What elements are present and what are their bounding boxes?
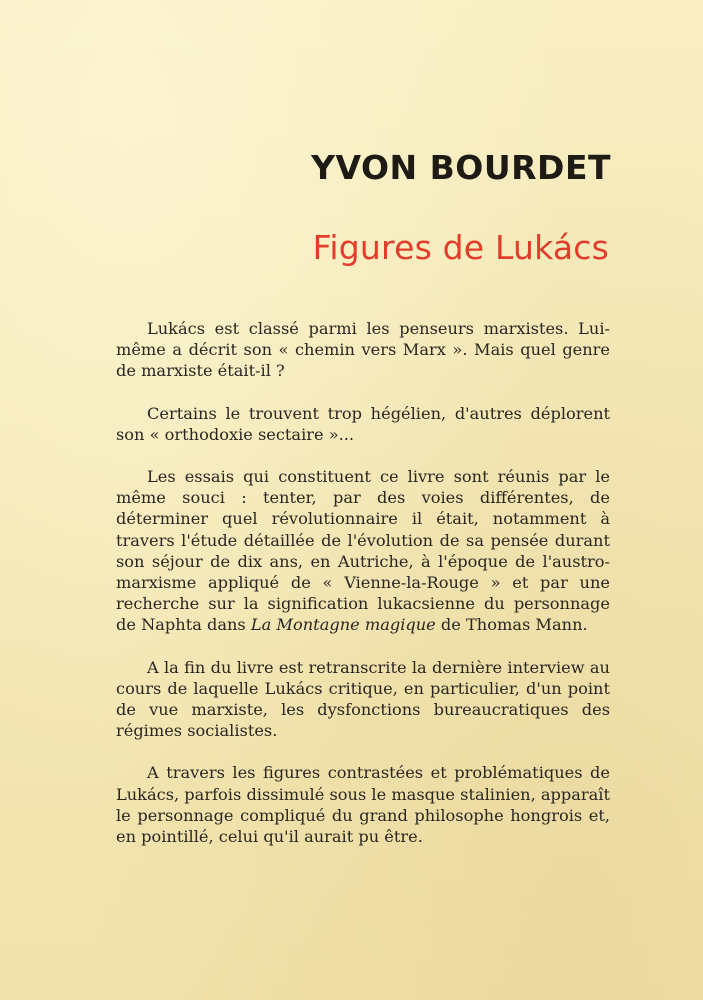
paragraph-1: Lukács est classé parmi les penseurs marxistes. Lui-même a décrit son « chemin vers Marx ». Mais quel genre de marxiste était-il ? — [116, 319, 610, 381]
book-reference-italic: La Montagne magique — [250, 615, 436, 635]
paragraph-3-text: Les essais qui constituent ce livre sont réunis par le même souci : tenter, par des voies différentes, de déterminer quel révolutionnaire il était, notamment à travers l'étude détaillée de l'évolution de sa pensée durant son séjour de dix ans, en Autriche, à l'époque de l'austro-marxisme appliqué de « Vienne-la-Rouge » et par une recherche sur la signification lukacsienne du personnage de Naphta dans — [116, 467, 610, 635]
book-title: Figures de Lukács — [312, 228, 609, 267]
author-name: YVON BOURDET — [311, 148, 611, 187]
paragraph-2: Certains le trouvent trop hégélien, d'autres déplorent son « orthodoxie sectaire »... — [116, 403, 610, 444]
paragraph-3-end: de Thomas Mann. — [435, 615, 588, 635]
paragraph-3 — [116, 466, 610, 636]
paragraph-4: A la fin du livre est retranscrite la dernière interview au cours de laquelle Lukács critique, en particulier, d'un point de vue marxiste, les dysfonctions bureaucratiques des régimes socialistes. — [116, 657, 610, 741]
blurb-text — [116, 318, 610, 847]
paragraph-5: A travers les figures contrastées et problématiques de Lukács, parfois dissimulé sous le masque stalinien, apparaît le personnage compliqué du grand philosophe hongrois et, en pointillé, celui qu'il aurait pu être. — [116, 763, 610, 847]
